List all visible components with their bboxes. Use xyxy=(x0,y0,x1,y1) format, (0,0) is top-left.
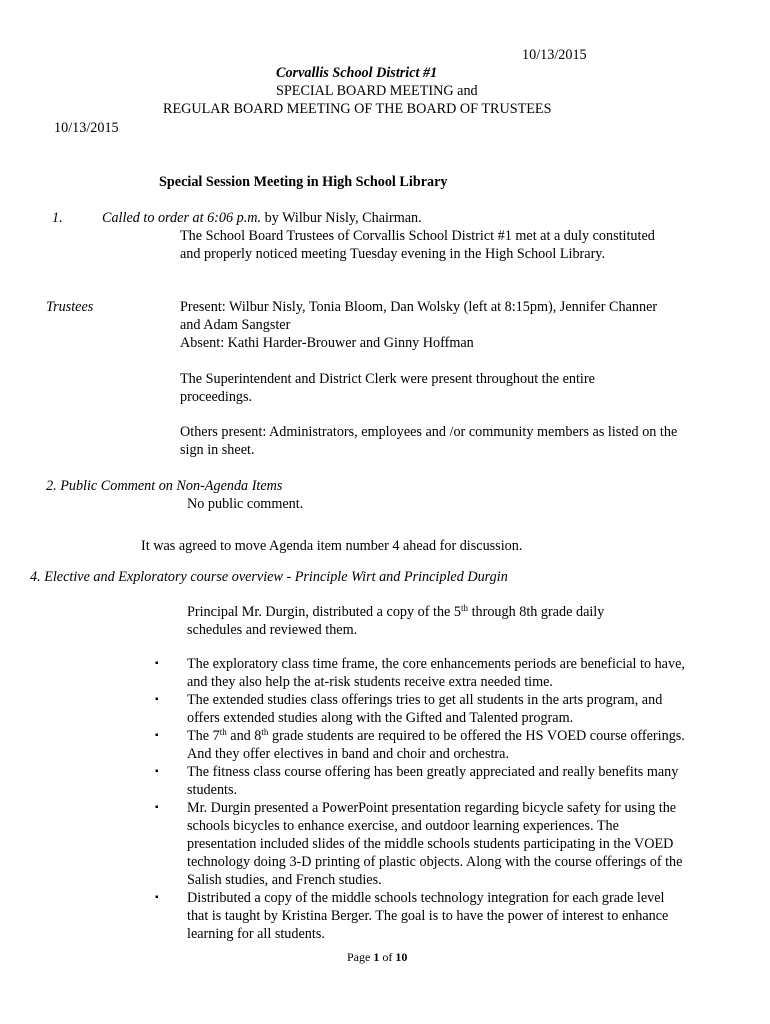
item1-number: 1. xyxy=(52,210,63,226)
item2-heading: 2. Public Comment on Non-Agenda Items xyxy=(46,478,283,494)
list-item-text: The fitness class course offering has been greatly appreciated and really benefits many students. xyxy=(187,764,679,798)
item4-intro-text-end: through 8th grade daily schedules and reviewed them. xyxy=(187,604,605,638)
item4-heading: 4. Elective and Exploratory course overview - Principle Wirt and Principled Durgin xyxy=(30,569,508,585)
bullet-icon: ▪ xyxy=(155,892,159,903)
list-item-text: The extended studies class offerings tries to get all students in the arts program, and offers extended studies along with the Gifted and Talented program. xyxy=(187,692,663,726)
ordinal-sup: th xyxy=(261,727,269,737)
list-item-text: Distributed a copy of the middle schools technology integration for each grade level that is taught by Kristina Berger. The goal is to have the power of interest to enhance learning for all students. xyxy=(187,890,669,942)
item4-intro-text: Principal Mr. Durgin, distributed a copy of the 5 xyxy=(187,604,461,620)
footer-of-word: of xyxy=(379,950,396,964)
list-item-text: grade students are required to be offered the HS VOED course offerings. And they offer electives in band and choir and orchestra. xyxy=(187,728,685,762)
trustees-label: Trustees xyxy=(46,299,94,315)
district-name: Corvallis School District #1 xyxy=(276,65,438,81)
bullet-icon: ▪ xyxy=(155,802,159,813)
list-item-text: The exploratory class time frame, the core enhancements periods are beneficial to have, and they also help the at-risk students receive extra needed time. xyxy=(187,656,685,690)
meeting-title-line1: SPECIAL BOARD MEETING and xyxy=(276,83,478,99)
list-item xyxy=(148,691,688,727)
item1-called-to-order: Called to order at 6:06 p.m. xyxy=(102,210,262,226)
list-item-text: Mr. Durgin presented a PowerPoint presentation regarding bicycle safety for using the schools bicycles to enhance exercise, and outdoor learning experiences. The presentation included slides of the middle schools students participating in the VOED technology doing 3-D printing of plastic objects. Along with the course offerings of the Salish studies, and French studies. xyxy=(187,800,683,888)
bullet-icon: ▪ xyxy=(155,694,159,705)
list-item-text: and 8 xyxy=(226,728,262,744)
meeting-date: 10/13/2015 xyxy=(54,120,119,136)
item2-body: No public comment. xyxy=(187,496,304,512)
trustees-present: Present: Wilbur Nisly, Tonia Bloom, Dan Wolsky (left at 8:15pm), Jennifer Channer and Adam Sangster xyxy=(180,299,658,333)
list-item xyxy=(148,763,688,799)
item4-intro xyxy=(187,603,657,639)
bullet-icon: ▪ xyxy=(155,766,159,777)
session-title: Special Session Meeting in High School Library xyxy=(159,174,448,190)
footer-page-word: Page xyxy=(347,950,374,964)
ordinal-sup: th xyxy=(219,727,227,737)
page-number: 1 xyxy=(373,950,380,964)
list-item-text: The 7 xyxy=(187,728,220,744)
agenda-note: It was agreed to move Agenda item number 4 ahead for discussion. xyxy=(141,538,523,554)
item4-bullet-list xyxy=(148,655,688,943)
list-item xyxy=(148,727,688,763)
item1-body: The School Board Trustees of Corvallis School District #1 met at a duly constituted and properly noticed meeting Tuesday evening in the High School Library. xyxy=(180,228,655,262)
superintendent-note: The Superintendent and District Clerk were present throughout the entire proceedings. xyxy=(180,371,595,405)
bullet-icon: ▪ xyxy=(155,730,159,741)
page-footer xyxy=(347,948,407,966)
item1-chairman: by Wilbur Nisly, Chairman. xyxy=(261,210,422,226)
list-item xyxy=(148,889,688,943)
list-item xyxy=(148,655,688,691)
page-total: 10 xyxy=(395,950,408,964)
item1-heading xyxy=(102,209,422,227)
meeting-title-line2: REGULAR BOARD MEETING OF THE BOARD OF TRUSTEES xyxy=(163,101,552,117)
item4-intro-sup: th xyxy=(461,603,469,613)
others-present: Others present: Administrators, employees and /or community members as listed on the sign in sheet. xyxy=(180,424,678,458)
bullet-icon: ▪ xyxy=(155,658,159,669)
trustees-absent: Absent: Kathi Harder-Brouwer and Ginny Hoffman xyxy=(180,335,474,351)
header-date: 10/13/2015 xyxy=(522,47,587,63)
list-item xyxy=(148,799,688,889)
